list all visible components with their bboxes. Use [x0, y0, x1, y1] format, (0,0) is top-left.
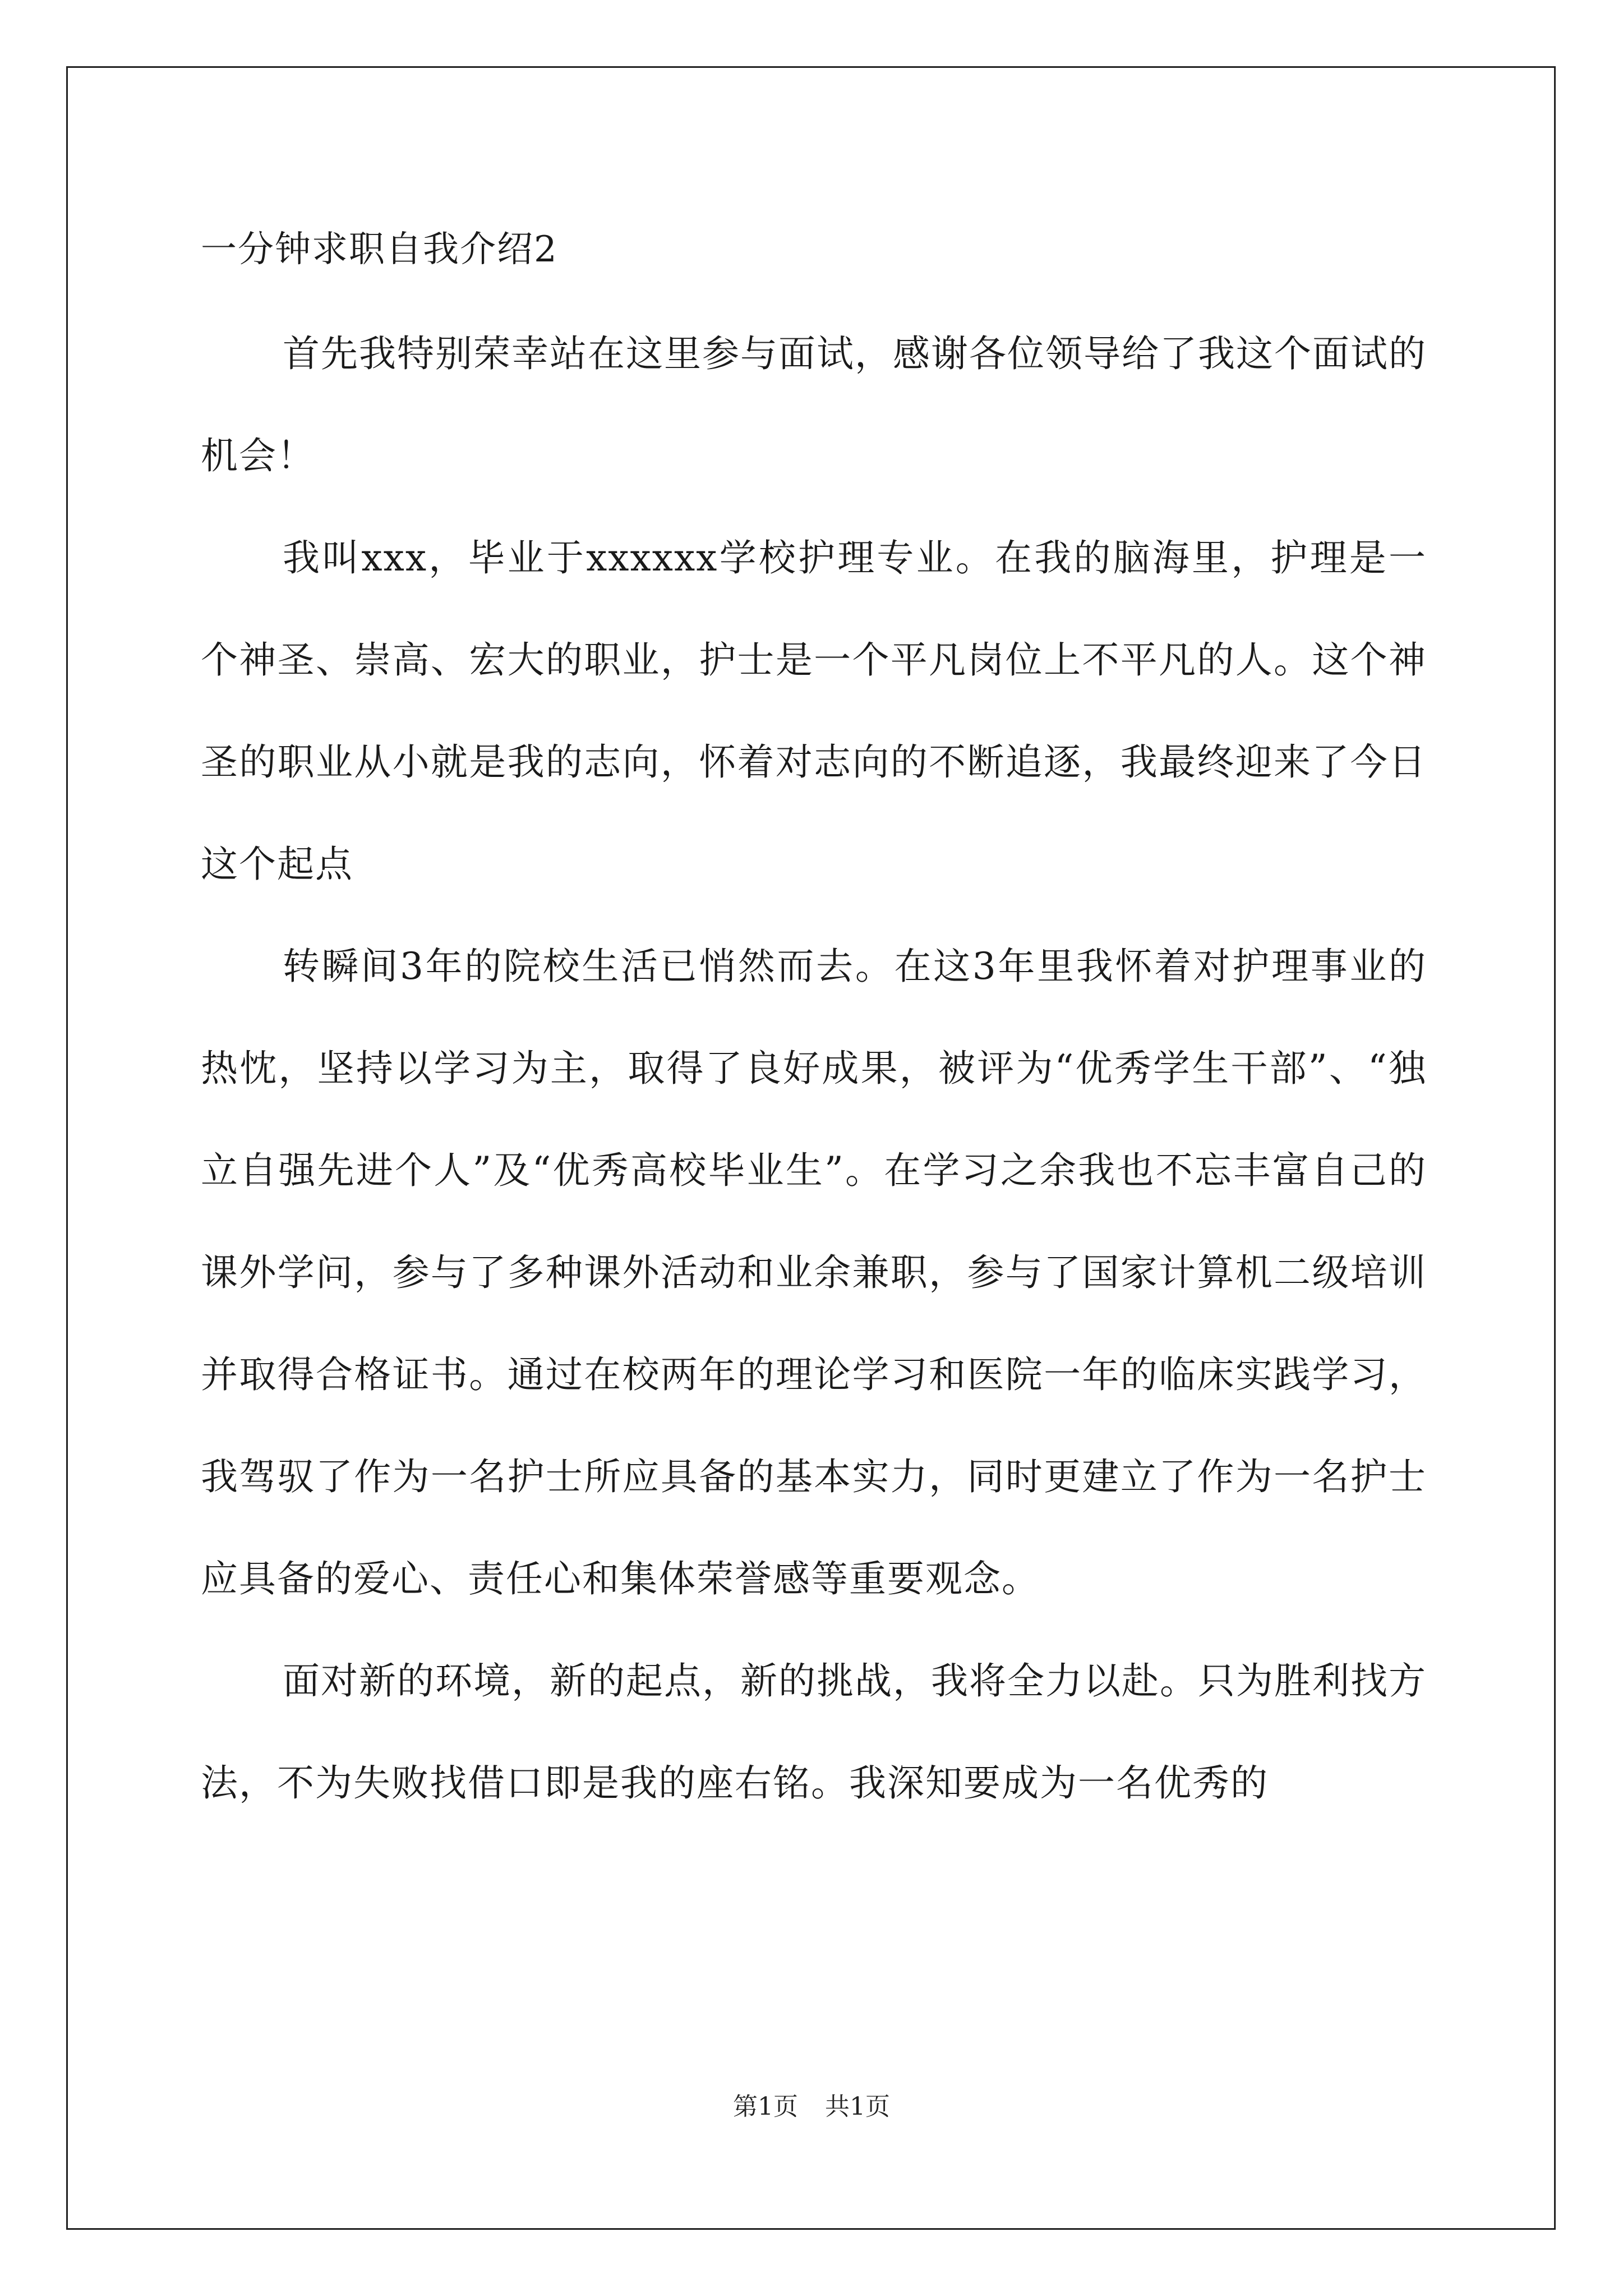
document-body	[201, 213, 1427, 1834]
document-title: 一分钟求职自我介绍2	[201, 229, 558, 270]
page-number-current: 第1页	[733, 2092, 798, 2121]
paragraph-1: 首先我特别荣幸站在这里参与面试，感谢各位领导给了我这个面试的机会！	[201, 332, 1427, 477]
page-number-total: 共1页	[825, 2092, 890, 2121]
paragraph-4: 面对新的环境，新的起点，新的挑战，我将全力以赴。只为胜利找方法，不为失败找借口即是我的座右铭。我深知要成为一名优秀的	[201, 1659, 1427, 1805]
page-footer	[0, 2090, 1623, 2124]
paragraph-3: 转瞬间3年的院校生活已悄然而去。在这3年里我怀着对护理事业的热忱，坚持以学习为主，取得了良好成果，被评为“优秀学生干部”、“独立自强先进个人”及“优秀高校毕业生”。在学习之余我也不忘丰富自己的课外学问，参与了多种课外活动和业余兼职，参与了国家计算机二级培训并取得合格证书。通过在校两年的理论学习和医院一年的临床实践学习，我驾驭了作为一名护士所应具备的基本实力，同时更建立了作为一名护士应具备的爱心、责任心和集体荣誉感等重要观念。	[201, 945, 1427, 1600]
paragraph-2: 我叫xxx，毕业于xxxxxx学校护理专业。在我的脑海里，护理是一个神圣、崇高、宏大的职业，护士是一个平凡岗位上不平凡的人。这个神圣的职业从小就是我的志向，怀着对志向的不断追逐，我最终迎来了今日这个起点	[201, 536, 1427, 886]
